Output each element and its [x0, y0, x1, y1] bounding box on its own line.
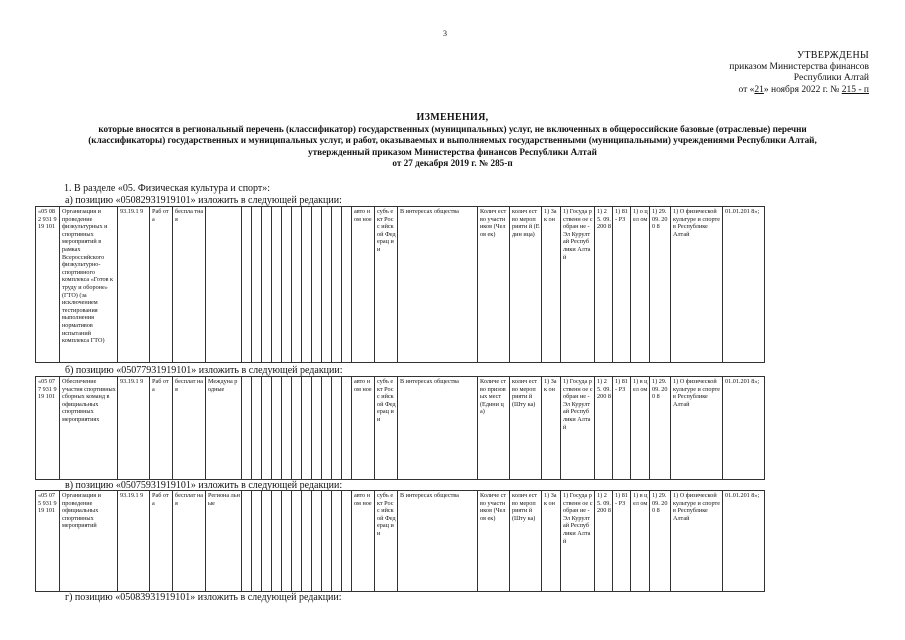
- position-d-caption: г) позицию «05083931919101» изложить в следующей редакции:: [65, 592, 342, 603]
- page-number: 3: [443, 29, 447, 38]
- table-cell: [282, 377, 292, 480]
- table-cell: Раб ота: [150, 207, 173, 363]
- table-cell: 1) 81- РЗ: [613, 377, 631, 480]
- table-cell: «05 082 931 919 101: [36, 207, 60, 363]
- table-cell: субъ ект Росс ийск ой Фед ерац ии: [375, 207, 398, 363]
- table-cell: 1) 81- РЗ: [613, 491, 631, 592]
- table-cell: беспла тная: [173, 207, 206, 363]
- table-cell: бесплат ная: [173, 377, 206, 480]
- section-1-heading: 1. В разделе «05. Физическая культура и спорт»:: [64, 183, 271, 194]
- table-cell: бесплат ная: [173, 491, 206, 592]
- approval-date-suffix: » ноября 2022 г. №: [763, 85, 840, 95]
- table-cell: Организация и проведение физкультурных и спортивных мероприятий в рамках Всероссийского физкультурно-спортивного комплекса «Готов к труду и обороне» (ГТО) (за исключением тестирования выполнения нормативов испытаний комплекса ГТО): [60, 207, 118, 363]
- table-cell: 1) Госуда рственн ое собран ие - Эл Курулт ай Респуб лики Алтай: [561, 207, 595, 363]
- table-cell: [292, 377, 302, 480]
- table-cell: [206, 207, 242, 363]
- table-row: [36, 491, 765, 592]
- table-cell: Обеспечение участия спортивных сборных команд в официальных спортивных мероприятиях: [60, 377, 118, 480]
- table-cell: Количе ство участн иков (Челов ек): [478, 491, 510, 592]
- table-cell: 1) 29. 09. 200 8: [650, 207, 671, 363]
- table-cell: [312, 207, 322, 363]
- approval-day: 21: [754, 85, 764, 95]
- table-cell: Раб ота: [150, 377, 173, 480]
- table-cell: [312, 377, 322, 480]
- position-a-table: [35, 206, 765, 363]
- table-cell: [252, 377, 262, 480]
- position-b-caption: б) позицию «05077931919101» изложить в следующей редакции:: [65, 365, 343, 376]
- table-cell: Междуна родные: [206, 377, 242, 480]
- document-title: ИЗМЕНЕНИЯ,: [416, 112, 489, 123]
- table-cell: субъ ект Росс ийск ой Фед ерац ии: [375, 377, 398, 480]
- table-cell: [242, 491, 252, 592]
- table-cell: [332, 377, 342, 480]
- table-cell: [302, 207, 312, 363]
- table-cell: [302, 491, 312, 592]
- table-cell: 1) 25. 09. 200 8: [595, 377, 613, 480]
- table-cell: [342, 377, 352, 480]
- table-cell: В интересах общества: [398, 377, 478, 480]
- table-cell: авто ном ное: [352, 207, 375, 363]
- approval-line-1: приказом Министерства финансов: [729, 62, 869, 72]
- table-cell: 93.19.1 9: [118, 491, 150, 592]
- table-cell: [262, 491, 272, 592]
- table-cell: Колич ество участн иков (Челов ек): [478, 207, 510, 363]
- table-cell: 1) Госуда рственн ое собран ие - Эл Курулт ай Респуб лики Алтай: [561, 377, 595, 480]
- table-cell: [242, 207, 252, 363]
- table-cell: 93.19.1 9: [118, 207, 150, 363]
- table-cell: [272, 207, 282, 363]
- table-cell: колич ество мероп рияти й (Един ица): [510, 207, 542, 363]
- table-cell: В интересах общества: [398, 207, 478, 363]
- position-b-table: [35, 376, 765, 480]
- table-row: [36, 377, 765, 480]
- table-cell: 01.01.201 8»;: [723, 207, 765, 363]
- table-cell: 1) 29. 09. 200 8: [650, 491, 671, 592]
- table-cell: авто ном ное: [352, 491, 375, 592]
- table-cell: [282, 207, 292, 363]
- table-cell: 1) Зак он: [542, 377, 561, 480]
- approval-title: УТВЕРЖДЕНЫ: [796, 50, 869, 61]
- table-cell: [262, 377, 272, 480]
- document-subtitle-1: которые вносятся в региональный перечень (классификатор) государственных (муниципальных) услуг, не включенных в общероссийские базовые (отраслевые) перечни: [98, 124, 807, 134]
- table-cell: [332, 491, 342, 592]
- table-cell: [292, 207, 302, 363]
- table-cell: Региона льные: [206, 491, 242, 592]
- table-cell: 1) 81- РЗ: [613, 207, 631, 363]
- table-cell: колич ество мероп рияти й (Шту ка): [510, 491, 542, 592]
- table-cell: субъ ект Росс ийск ой Фед ерац ии: [375, 491, 398, 592]
- approval-line-2: Республики Алтай: [793, 73, 869, 83]
- position-c-table: [35, 490, 765, 592]
- table-cell: 1) 25. 09. 200 8: [595, 207, 613, 363]
- table-cell: [312, 491, 322, 592]
- document-subtitle-2: (классификаторы) государственных и муниципальных услуг, и работ, оказываемых и выполняемых государственными (муниципальными) учреждениями Республики Алтай,: [88, 135, 817, 145]
- table-cell: «05 077 931 919 101: [36, 377, 60, 480]
- table-cell: 1) О физической культуре и спорте в Республике Алтай: [671, 377, 723, 480]
- table-cell: 1) Зак он: [542, 207, 561, 363]
- table-row: [36, 207, 765, 363]
- table-cell: 1) О физической культуре и спорте в Республике Алтай: [671, 207, 723, 363]
- table-cell: [242, 377, 252, 480]
- table-cell: 1) О физической культуре и спорте в Республике Алтай: [671, 491, 723, 592]
- table-cell: 1) Зак он: [542, 491, 561, 592]
- table-cell: [322, 207, 332, 363]
- document-subtitle-4: от 27 декабря 2019 г. № 285-п: [392, 158, 513, 168]
- table-cell: [302, 377, 312, 480]
- table-cell: [322, 377, 332, 480]
- approval-order-number: 215 - п: [841, 85, 869, 95]
- table-cell: [272, 491, 282, 592]
- table-cell: 93.19.1 9: [118, 377, 150, 480]
- document-subtitle-3: утвержденный приказом Министерства финансов Республики Алтай: [308, 147, 597, 157]
- table-cell: 01.01.201 8»;: [723, 377, 765, 480]
- table-cell: Количе ство призов ых мест (Едини ца): [478, 377, 510, 480]
- table-cell: В интересах общества: [398, 491, 478, 592]
- table-cell: [272, 377, 282, 480]
- table-cell: [282, 491, 292, 592]
- table-cell: Раб ота: [150, 491, 173, 592]
- position-a-caption: а) позицию «05082931919101» изложить в следующей редакции:: [65, 195, 342, 206]
- table-cell: 1) в цел ом: [631, 491, 650, 592]
- table-cell: Организация и проведение официальных спортивных мероприятий: [60, 491, 118, 592]
- table-cell: 1) 29. 09. 200 8: [650, 377, 671, 480]
- table-cell: 1) 25. 09. 200 8: [595, 491, 613, 592]
- table-cell: [292, 491, 302, 592]
- table-cell: «05 075 931 919 101: [36, 491, 60, 592]
- table-cell: [342, 207, 352, 363]
- table-cell: [252, 491, 262, 592]
- table-cell: колич ество мероп рияти й (Шту ка): [510, 377, 542, 480]
- position-c-caption: в) позицию «05075931919101» изложить в следующей редакции:: [65, 480, 343, 491]
- table-cell: [342, 491, 352, 592]
- approval-date-prefix: от «: [738, 85, 755, 95]
- table-cell: [252, 207, 262, 363]
- table-cell: 1) о цел ом: [631, 207, 650, 363]
- table-cell: 01.01.201 8»;: [723, 491, 765, 592]
- table-cell: 1) Госуда рственн ое собран ие - Эл Курулт ай Респуб лики Алтай: [561, 491, 595, 592]
- table-cell: авто ном ное: [352, 377, 375, 480]
- table-cell: 1) в цел ом: [631, 377, 650, 480]
- approval-line-3: [738, 85, 869, 96]
- table-cell: [262, 207, 272, 363]
- table-cell: [322, 491, 332, 592]
- table-cell: [332, 207, 342, 363]
